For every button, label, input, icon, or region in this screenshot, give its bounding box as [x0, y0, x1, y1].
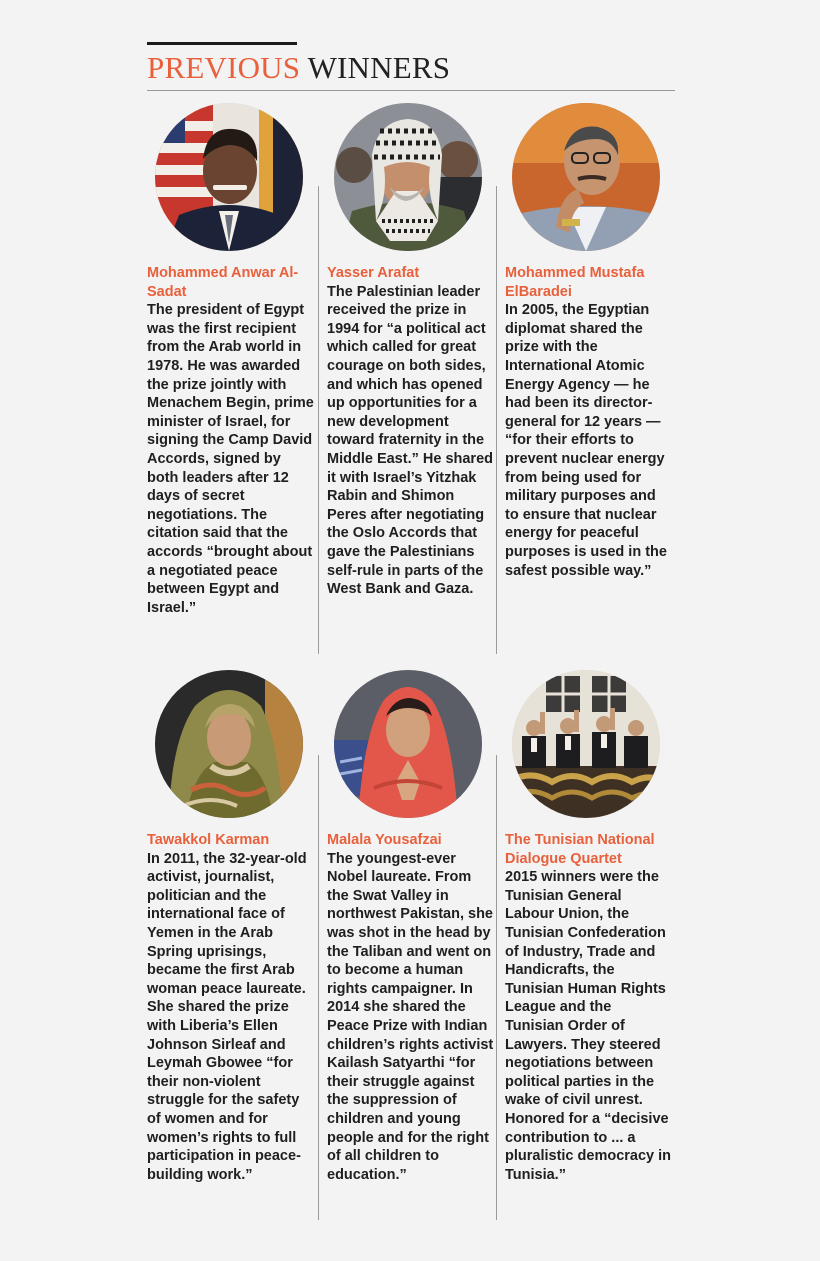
- winner-card-arafat: [327, 264, 495, 599]
- column-divider: [496, 186, 497, 654]
- winner-name: The Tunisian National Dialogue Quartet: [505, 832, 655, 867]
- winner-description: The Palestinian leader received the prize in 1994 for “a political act which called for great courage on both sides, and which has opened up opportunities for a new development toward fraternity in the Middle East.” He shared it with Israel’s Yitzhak Rabin and Shimon Peres after negotiating the Oslo Accords that gave the Palestinians self-rule in parts of the West Bank and Gaza.: [327, 283, 493, 598]
- portrait-photo-sadat: [155, 103, 303, 251]
- section-header: [147, 42, 675, 91]
- portrait-photo-arafat: [334, 103, 482, 251]
- winner-description: In 2005, the Egyptian diplomat shared the prize with the International Atomic Energy Agency — he had been its director-general for 12 years — “for their efforts to prevent nuclear energy from being used for military purposes and to ensure that nuclear energy for peaceful purposes is used in the safest possible way.”: [505, 302, 667, 579]
- portrait-photo-elbaradei: [512, 103, 660, 251]
- column-divider: [496, 755, 497, 1220]
- portrait-photo-karman: [155, 670, 303, 818]
- winner-name: Mohammed Mustafa ElBaradei: [505, 265, 645, 300]
- winner-name: Mohammed Anwar Al-Sadat: [147, 265, 299, 300]
- column-divider: [318, 186, 319, 654]
- winner-name: Malala Yousafzai: [327, 832, 442, 848]
- winner-card-tunisian-quartet: [505, 831, 673, 1184]
- winner-name: Tawakkol Karman: [147, 832, 270, 848]
- portrait-photo-yousafzai: [334, 670, 482, 818]
- page-title: [147, 50, 675, 86]
- winner-card-sadat: [147, 264, 315, 617]
- title-accent: PREVIOUS: [147, 50, 301, 85]
- winner-description: The president of Egypt was the first recipient from the Arab world in 1978. He was awarded the prize jointly with Menachem Begin, prime minister of Israel, for signing the Camp David Accords, signed by both leaders after 12 days of secret negotiations. The citation said that the accords “brought about a negotiated peace between Egypt and Israel.”: [147, 302, 314, 616]
- winner-description: In 2011, the 32-year-old activist, journalist, politician and the international face of Yemen in the Arab Spring uprisings, became the first Arab woman peace laureate. She shared the prize with Liberia’s Ellen Johnson Sirleaf and Leymah Gbowee “for their non-violent struggle for the safety of women and for women’s rights to full participation in peace-building work.”: [147, 850, 307, 1183]
- winner-card-elbaradei: [505, 264, 673, 580]
- winner-card-karman: [147, 831, 315, 1184]
- header-rule: [147, 90, 675, 91]
- winner-description: 2015 winners were the Tunisian General Labour Union, the Tunisian Confederation of Industry, Trade and Handicrafts, the Tunisian Human Rights League and the Tunisian Order of Lawyers. They steered negotiations between political parties in the wake of civil unrest. Honored for a “decisive contribution to ... a pluralistic democracy in Tunisia.”: [505, 869, 672, 1183]
- winner-card-yousafzai: [327, 831, 495, 1184]
- photo-tunisian-quartet: [512, 670, 660, 818]
- header-top-bar: [147, 42, 297, 45]
- title-rest: WINNERS: [307, 50, 451, 85]
- winner-name: Yasser Arafat: [327, 265, 420, 281]
- winner-description: The youngest-ever Nobel laureate. From the Swat Valley in northwest Pakistan, she was shot in the head by the Taliban and went on to become a human rights campaigner. In 2014 she shared the Peace Prize with Indian children’s rights activist Kailash Satyarthi “for their struggle against the suppression of children and young people and for the right of all children to education.”: [327, 850, 494, 1183]
- column-divider: [318, 755, 319, 1220]
